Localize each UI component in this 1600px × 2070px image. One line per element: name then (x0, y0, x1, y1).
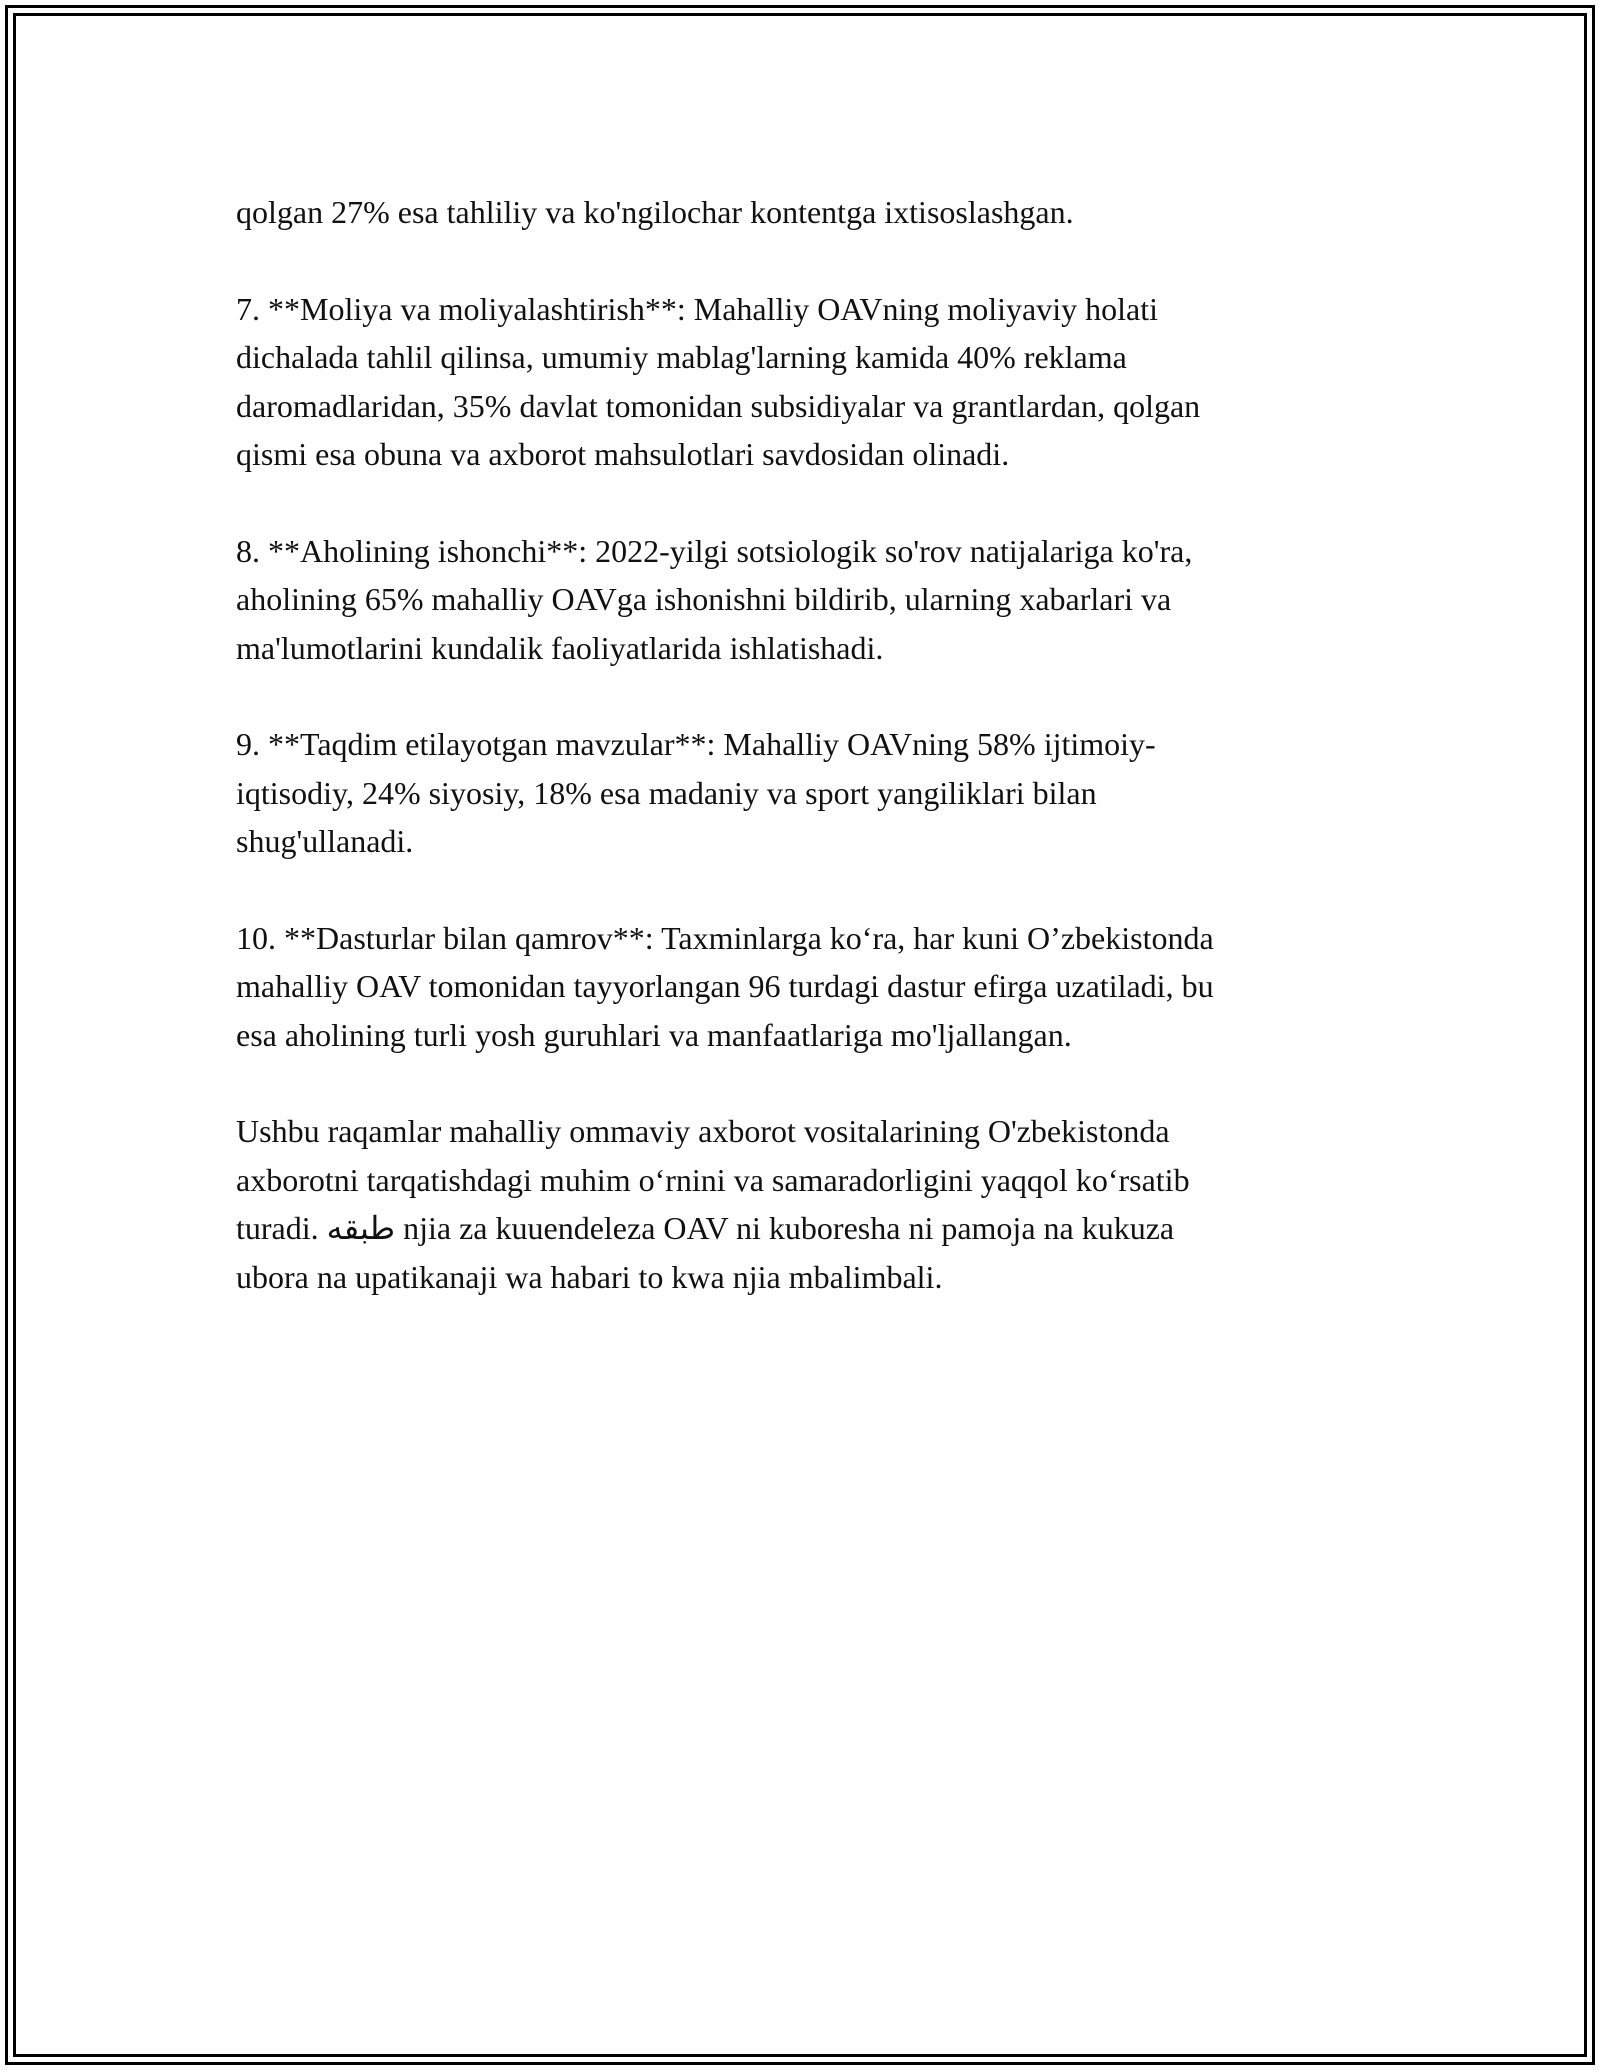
text-line: iqtisodiy, 24% siyosiy, 18% esa madaniy va sport yangiliklari bilan (236, 774, 1097, 811)
paragraph-item-7 (236, 285, 1386, 479)
text-fragment: turadi. (236, 1210, 327, 1246)
text-line: shug'ullanadi. (236, 823, 414, 859)
text-line: ma'lumotlarini kundalik faoliyatlarida ishlatishadi. (236, 629, 884, 666)
paragraph-item-8 (236, 527, 1386, 673)
text-fragment: njia za kuuendeleza OAV ni kuboresha ni pamoja na kukuza (395, 1210, 1175, 1246)
arabic-word: طبقه (326, 1210, 396, 1246)
text-line: dichalada tahlil qilinsa, umumiy mablag'larning kamida 40% reklama (236, 339, 1127, 375)
text-line-mixed (236, 1204, 1386, 1253)
text-line: axborotni tarqatishdagi muhim o‘rnini va samaradorligini yaqqol ko‘rsatib (236, 1161, 1190, 1198)
text-line: mahalliy OAV tomonidan tayyorlangan 96 turdagi dastur efirga uzatiladi, bu (236, 968, 1214, 1004)
text-line: 9. **Taqdim etilayotgan mavzular**: Mahalliy OAVning 58% ijtimoiy- (236, 726, 1156, 762)
paragraph-conclusion (236, 1107, 1386, 1301)
text-line: 7. **Moliya va moliyalashtirish**: Mahalliy OAVning moliyaviy holati (236, 290, 1158, 327)
document-body (236, 188, 1386, 1349)
paragraph-item-9 (236, 720, 1386, 866)
text-line: 10. **Dasturlar bilan qamrov**: Taxminlarga ko‘ra, har kuni O’zbekistonda (236, 919, 1214, 956)
paragraph-item-10 (236, 914, 1386, 1060)
text-line: 8. **Aholining ishonchi**: 2022-yilgi sotsiologik so'rov natijalariga ko'ra, (236, 532, 1193, 569)
text-line: Ushbu raqamlar mahalliy ommaviy axborot vositalarining O'zbekistonda (236, 1113, 1170, 1149)
text-line: qismi esa obuna va axborot mahsulotlari savdosidan olinadi. (236, 436, 1010, 472)
paragraph-continuation (236, 188, 1386, 237)
text-line: esa aholining turli yosh guruhlari va manfaatlariga mo'ljallangan. (236, 1016, 1072, 1053)
text-line: aholining 65% mahalliy OAVga ishonishni bildirib, ularning xabarlari va (236, 581, 1172, 617)
text-line: qolgan 27% esa tahliliy va ko'ngilochar kontentga ixtisoslashgan. (236, 194, 1074, 230)
text-line: daromadlaridan, 35% davlat tomonidan subsidiyalar va grantlardan, qolgan (236, 387, 1201, 424)
text-line: ubora na upatikanaji wa habari to kwa njia mbalimbali. (236, 1258, 943, 1295)
